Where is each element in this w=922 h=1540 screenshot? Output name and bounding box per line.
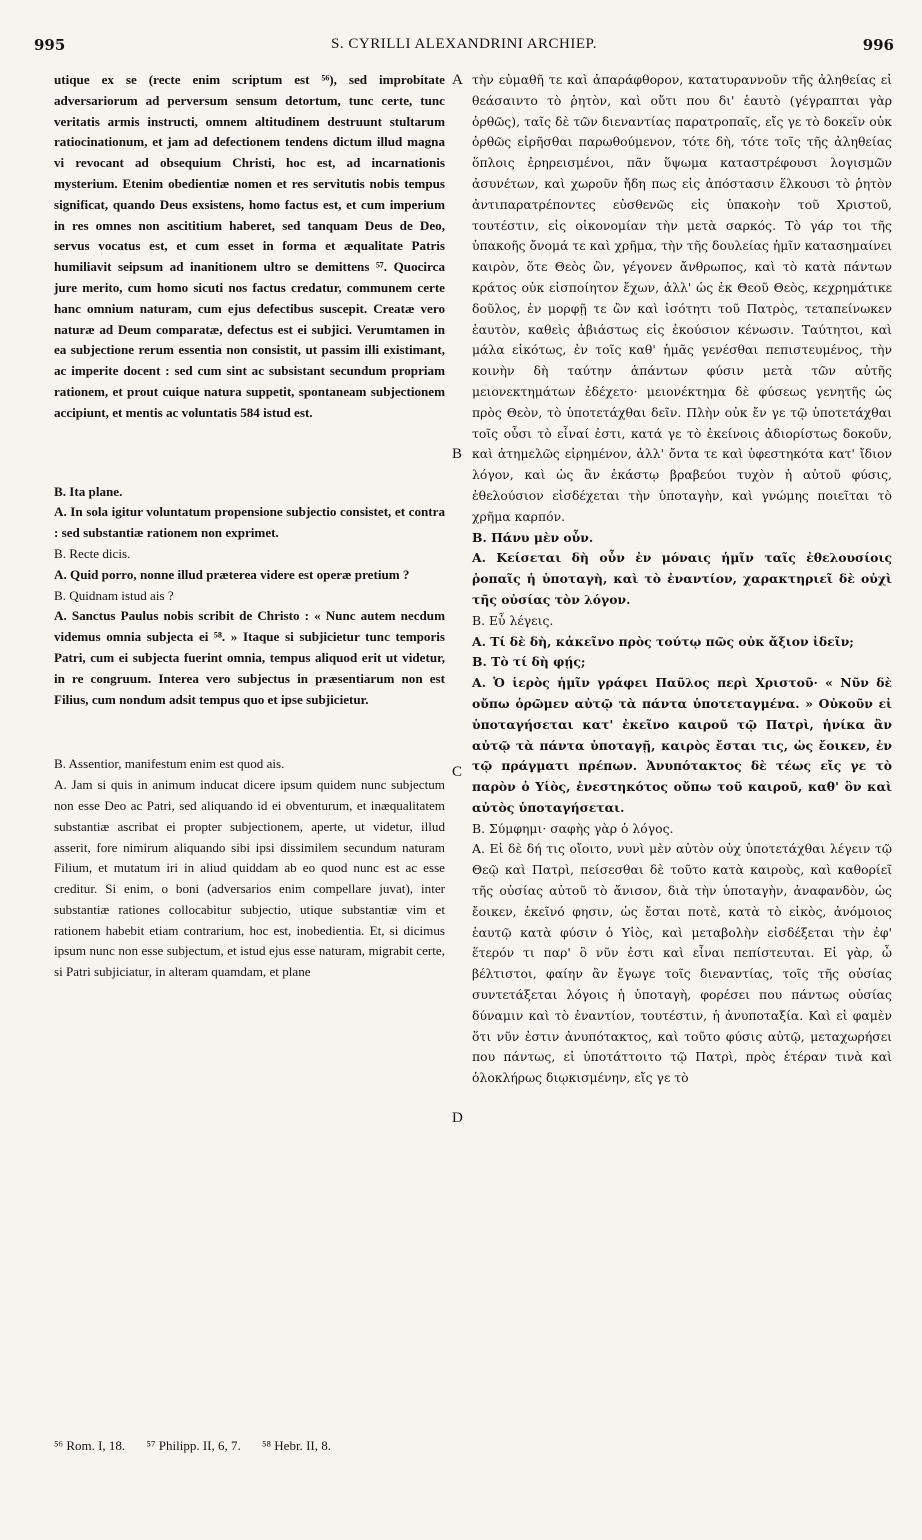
page-number-left: 995 xyxy=(34,36,66,54)
greek-speaker-a-3: Α. Ὁ ἱερὸς ἡμῖν γράφει Παῦλος περὶ Χριστοῦ· « Νῦν δὲ οὔπω ὁρῶμεν αὐτῷ τὰ πάντα ὑποτεταγμένα. » Οὐκοῦν εἰ ὑποταγήσεται κατ' ἐκεῖνο καιροῦ τῷ Πατρὶ, ἡνίκα ἂν αὐτῷ τὰ πάντα ὑποταγῇ, καιρὸς ἔσται τις, ὡς ἔοικεν, ἐν τῷ πράγματι πρέπων. Ἀνυπότακτος δὲ τέως εἴς γε τὸ παρὸν ὁ Υἱὸς, ἐνεστηκότος οὔπω τοῦ καιροῦ, καθ' ὃν καὶ αὐτὸς ὑποταγήσεται. xyxy=(472,675,892,815)
greek-paragraph-1: τὴν εὐμαθῆ τε καὶ ἀπαράφθορον, κατατυραννοῦν τῆς ἀληθείας εἰ θεάσαιντο τὸ ῥητὸν, καὶ οὔτι που δι' ἑαυτὸ (γέγραπται γὰρ ὀρθῶς), ταῖς δὲ τῶν διεναντίας παρατροπαῖς, εἴς γε τὸ δοκεῖν οὐκ ὀρθῶς εἰρῆσθαι παρωθούμενον, τότε δὴ, τότε τοῖς τῆς ἀληθείας ὅπλοις ἐρηρεισμένοι, πᾶν ὕψωμα καταστρέφουσι λογισμῶν ἀσυνέτων, καὶ χωροῦν ἤδη πως εἰς ἀπόστασιν ἕλκουσι τὸ ῥητὸν ἀντιπαρατρέποντες εὐσθενῶς εἰς ὑπακοὴν τοῦ Χριστοῦ, τουτέστιν, εἰς οἰκονομίαν τὴν μετὰ σαρκός. Τὸ γάρ τοι τῆς ὑπακοῆς ὄνομά τε καὶ χρῆμα, τὴν τῆς δουλείας ἡμῖν κατασημαίνει καιρὸν, ὅτε Θεὸς ὢν, γέγονεν ἄνθρωπος, καὶ τὸ κατὰ πάντων κράτος οὐκ εἰσποίητον ἔχων, ἀλλ' ὡς ἐκ Θεοῦ Θεὸς, κεχρημάτικε δοῦλος, ἐν μορφῇ τε ὢν καὶ ἰσότητι τοῦ Πατρὸς, τεταπείνωκεν ἑαυτὸν, καθεὶς ἀβιάστως εἰς ἑκούσιον κένωσιν. Ταύτητοι, καὶ μάλα εἰκότως, ἐν τοῖς καθ' ἡμᾶς γενέσθαι πεπιστευμένος, τὴν κοινὴν δὴ ταύτην ἁπάντων φύσιν μετὰ τῶν αὐτῆς μειονεκτημάτων ἐδέχετο· μειονέκτημα δὲ φύσεως γενητῆς ὡς πρὸς Θεὸν, τὸ ὑποτετάχθαι δεῖν. Πλὴν οὐκ ἔν γε τῷ ὑποτετάχθαι τοῖς οὖσι τὸ εἶναί ἐστι, κατά γε τὸ ἐκείνοις ἀδιορίστως δοκοῦν, καὶ ἀτημελῶς εἰρημένον, ἀλλ' ὄντα τε καὶ ὑφεστηκότα κατ' ἴδιον λόγον, καὶ ὡς ἂν ἑκάστῳ βραβεύοι τυχὸν ἡ αὐτοῦ φύσις, ἐθελούσιον εἰσδέχεται τὴν ὑποταγὴν, καὶ γνώμης ποιεῖται τὸ χρῆμα καρπόν. xyxy=(472,72,892,524)
latin-paragraph-1: utique ex se (recte enim scriptum est ⁵⁶), sed improbitate adversariorum ad perversum sensum detortum, tunc certe, tunc veritatis armis instructi, omnem altitudinem destruunt stultarum ratiocinationum, et jam ad defectionem tendens dictum illud magna vi revocant ad obsequium Christi, hoc est, ad incarnationis mysterium. Etenim obedientiæ nomen et res servitutis nobis tempus significat, quando Deus exsistens, homo factus est, et cum imperium in res omnes non ascititium haberet, sed tanquam Deus de Deo, servus vocatus est, et cum esset in forma et æqualitate Patris humiliavit seipsum ad inanitionem ultro se demittens ⁵⁷. Quocirca jure merito, cum homo sicuti nos factus credatur, communem certe hanc omnium naturam, cum ejus defectibus suscepit. Creatæ vero naturæ ad Deum comparatæ, defectus est ei subjici. Verumtamen in ea subjectione rerum essentia non consistit, ut passim illi existimant, ac imperite docent : sed cum sint ac subsistant secundum propriam rationem, et prout cuique natura suppetit, spontaneam subjectionem accipiunt, et mentis ac voluntatis 584 istud est. xyxy=(54,72,445,420)
margin-letter-b: B xyxy=(452,446,463,462)
running-title: S. CYRILLI ALEXANDRINI ARCHIEP. xyxy=(331,36,597,52)
latin-speaker-a-2: A. Quid porro, nonne illud præterea videre est operæ pretium ? xyxy=(54,566,410,582)
footnote-56: ⁵⁶ Rom. I, 18. xyxy=(54,1438,126,1453)
latin-speaker-a-3: A. Sanctus Paulus nobis scribit de Christo : « Nunc autem necdum videmus omnia subjecta ei ⁵⁸. » Itaque si subjicietur tunc temporis Patri, cum ei subjecta fuerint omnia, tempus aliquod erit ut videtur, in re congruum. Interea vero subjectus in præsentiarum non est Filius, cum nondum adsit tempus quo et ipse subjicietur. xyxy=(54,608,445,707)
greek-speaker-b-4: Β. Σύμφημι· σαφὴς γὰρ ὁ λόγος. xyxy=(472,820,674,836)
margin-letter-c: C xyxy=(452,764,463,780)
greek-speaker-b-1: Β. Πάνυ μὲν οὖν. xyxy=(472,529,594,545)
margin-letter-d: D xyxy=(452,1110,463,1126)
greek-speaker-a-4: Α. Εἰ δὲ δή τις οἴοιτο, νυνὶ μὲν αὐτὸν οὐχ ὑποτετάχθαι λέγειν τῷ Θεῷ καὶ Πατρὶ, πείσεσθαι δὲ τοῦτο κατὰ καιροὺς, καὶ καθορίεῖ τῆς οὐσίας αὐτοῦ τὸ ἄνισον, διὰ τὴν ὑποταγὴν, ἀναφανδὸν, ὡς ἔοικεν, ἐκεῖνό φησιν, ὡς ἔσται ποτὲ, κατὰ τὸ εἰκὸς, ἀνόμοιος ἑαυτῷ κατὰ φύσιν ὁ Υἱὸς, καὶ μεταβολὴν εἰσδέξεται τὴν ἐφ' ἕτερόν τι παρ' ὃ νῦν ἐστι καὶ εἶναι πεπίστευται. Εἰ γὰρ, ὦ βέλτιστοι, φαίην ἂν ἔγωγε τοῖς διεναντίας, τοῖς τῆς οὐσίας συντετάξεται λόγοις ἡ ὑποταγὴ, φορέσει που πάντως οὐσίας δύναμιν καὶ τὸ ἐναντίον, τουτέστιν, ἡ ἀνυποταξία. Καὶ εἰ φαμὲν ὅτι νῦν ἐστιν ἀνυπότακτος, καὶ τοῦτο φύσις αὐτῷ, μεταχωρήσει που πάντως, εἰ ὑποτάττοιτο τῷ Πατρὶ, πρὸς ἑτέραν τινὰ καὶ ὁλοκλήρως διῳκισμένην, εἴς γε τὸ xyxy=(472,841,892,1086)
latin-speaker-b-1: B. Ita plane. xyxy=(54,483,123,499)
footnote-57: ⁵⁷ Philipp. II, 6, 7. xyxy=(146,1438,241,1453)
latin-speaker-b-2: B. Recte dicis. xyxy=(54,545,131,561)
margin-letter-a: A xyxy=(452,72,463,88)
greek-speaker-b-2: Β. Εὖ λέγεις. xyxy=(472,612,554,628)
greek-speaker-b-3: Β. Τὸ τί δὴ φῄς; xyxy=(472,654,586,670)
latin-speaker-a-1: A. In sola igitur voluntatum propensione subjectio consistet, et contra : sed substantiæ rationem non exprimet. xyxy=(54,504,445,541)
page-header xyxy=(30,36,898,64)
footnotes xyxy=(54,1438,349,1454)
latin-speaker-b-4: B. Assentior, manifestum enim est quod ais. xyxy=(54,756,285,772)
greek-column xyxy=(472,70,892,1089)
page-number-right: 996 xyxy=(862,36,894,54)
greek-speaker-a-1: Α. Κείσεται δὴ οὖν ἐν μόναις ἡμῖν ταῖς ἐθελουσίοις ῥοπαῖς ἡ ὑποταγὴ, καὶ τὸ ἐναντίον, χαρακτηριεῖ δὲ οὐχὶ τῆς οὐσίας τὸν λόγον. xyxy=(472,550,892,607)
latin-speaker-a-4: A. Jam si quis in animum inducat dicere ipsum quidem nunc subjectum non esse Deo ac Patri, sed aliquando id ei obventurum, et inæqualitatem substantiæ ascribat ei propter subjectionem, aperte, ut videtur, illud asserit, fore nimirum aliquando sibi ipsi dissimilem secundum naturam Filium, et mutatum iri in aliud quiddam ab eo quod nunc est ac esse creditur. Si enim, o boni (adversarios enim compellare juvat), inter substantiæ rationes collocabitur subjectio, utique substantiæ vim et rationem habebit etiam contrarium, hoc est, inobedientia. Et, si dicimus ipsum nunc non esse subjectum, et istud ejus esse naturam, migrabit certe, si Patri subjiciatur, in alteram quamdam, et plane xyxy=(54,777,445,980)
greek-speaker-a-2: Α. Τί δὲ δὴ, κἀκεῖνο πρὸς τούτῳ πῶς οὐκ ἄξιον ἰδεῖν; xyxy=(472,633,854,649)
latin-column xyxy=(54,70,445,983)
latin-speaker-b-3: B. Quidnam istud ais ? xyxy=(54,587,174,603)
footnote-58: ⁵⁸ Hebr. II, 8. xyxy=(261,1438,331,1453)
